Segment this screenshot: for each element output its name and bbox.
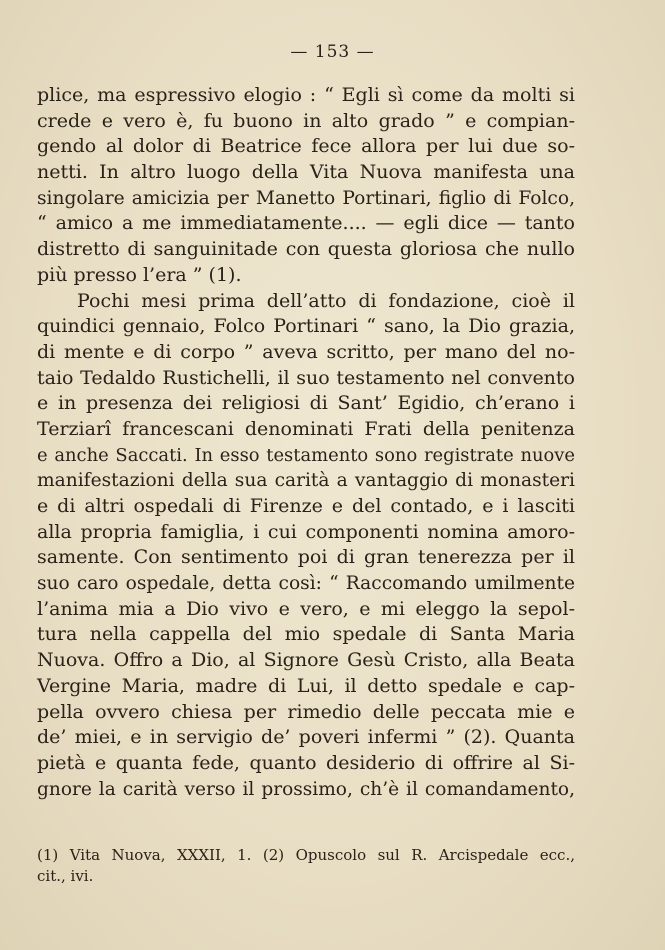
footnotes [37, 845, 575, 887]
text-line: più presso l’era ” (1). [37, 263, 242, 286]
text-line: Terziarî francescani denominati Frati della penitenza [37, 417, 575, 440]
text-line: distretto di sanguinitade con questa gloriosa che nullo [37, 238, 575, 261]
text-line: tura nella cappella del mio spedale di Santa Maria [37, 623, 575, 646]
text-line: gnore la carità verso il prossimo, ch’è il comandamento, [37, 778, 575, 800]
text-line: netti. In altro luogo della Vita Nuova manifesta una [37, 161, 575, 184]
text-line: Vergine Maria, madre di Lui, il detto spedale e cap- [37, 674, 575, 697]
text-line: e in presenza dei religiosi di Sant’ Egidio, ch’erano i [37, 392, 575, 415]
text-line: Pochi mesi prima dell’atto di fondazione, cioè il [77, 289, 575, 312]
text-line: singolare amicizia per Manetto Portinari, figlio di Folco, [37, 187, 575, 209]
text-line: l’anima mia a Dio vivo e vero, e mi eleggo la sepol- [37, 597, 575, 620]
body-text [37, 83, 575, 802]
text-line: samente. Con sentimento poi di gran tenerezza per il [37, 546, 575, 569]
footnote-line: (1) Vita Nuova, XXXII, 1. (2) Opuscolo sul R. Arcispedale ecc., [37, 846, 575, 864]
footnote-line: cit., ivi. [37, 867, 94, 885]
text-line: suo caro ospedale, detta così: “ Raccomando umilmente [37, 573, 575, 595]
text-line: alla propria famiglia, i cui componenti nomina amoro- [37, 520, 575, 543]
text-line: taio Tedaldo Rustichelli, il suo testamento nel convento [37, 366, 575, 389]
text-line: crede e vero è, fu buono in alto grado ” e compian- [37, 109, 575, 132]
text-line: plice, ma espressivo elogio : “ Egli sì come da molti si [37, 84, 575, 106]
text-line: quindici gennaio, Folco Portinari “ sano, la Dio grazia, [37, 315, 575, 338]
text-line: manifestazioni della sua carità a vantaggio di monasteri [37, 470, 575, 492]
text-line: di mente e di corpo ” aveva scritto, per mano del no- [37, 340, 575, 363]
text-line: Nuova. Offro a Dio, al Signore Gesù Cristo, alla Beata [37, 649, 575, 672]
text-line: gendo al dolor di Beatrice fece allora per lui due so- [37, 135, 575, 158]
text-line: “ amico a me immediatamente.... — egli dice — tanto [37, 212, 575, 235]
text-line: pella ovvero chiesa per rimedio delle peccata mie e [37, 700, 575, 723]
text-line: pietà e quanta fede, quanto desiderio di offrire al Si- [37, 751, 575, 774]
text-line: de’ miei, e in servigio de’ poveri infermi ” (2). Quanta [37, 726, 575, 749]
text-line: e di altri ospedali di Firenze e del contado, e i lasciti [37, 495, 575, 517]
text-line: e anche Saccati. In esso testamento sono registrate nuove [37, 444, 575, 466]
page-number: — 153 — [290, 42, 375, 62]
